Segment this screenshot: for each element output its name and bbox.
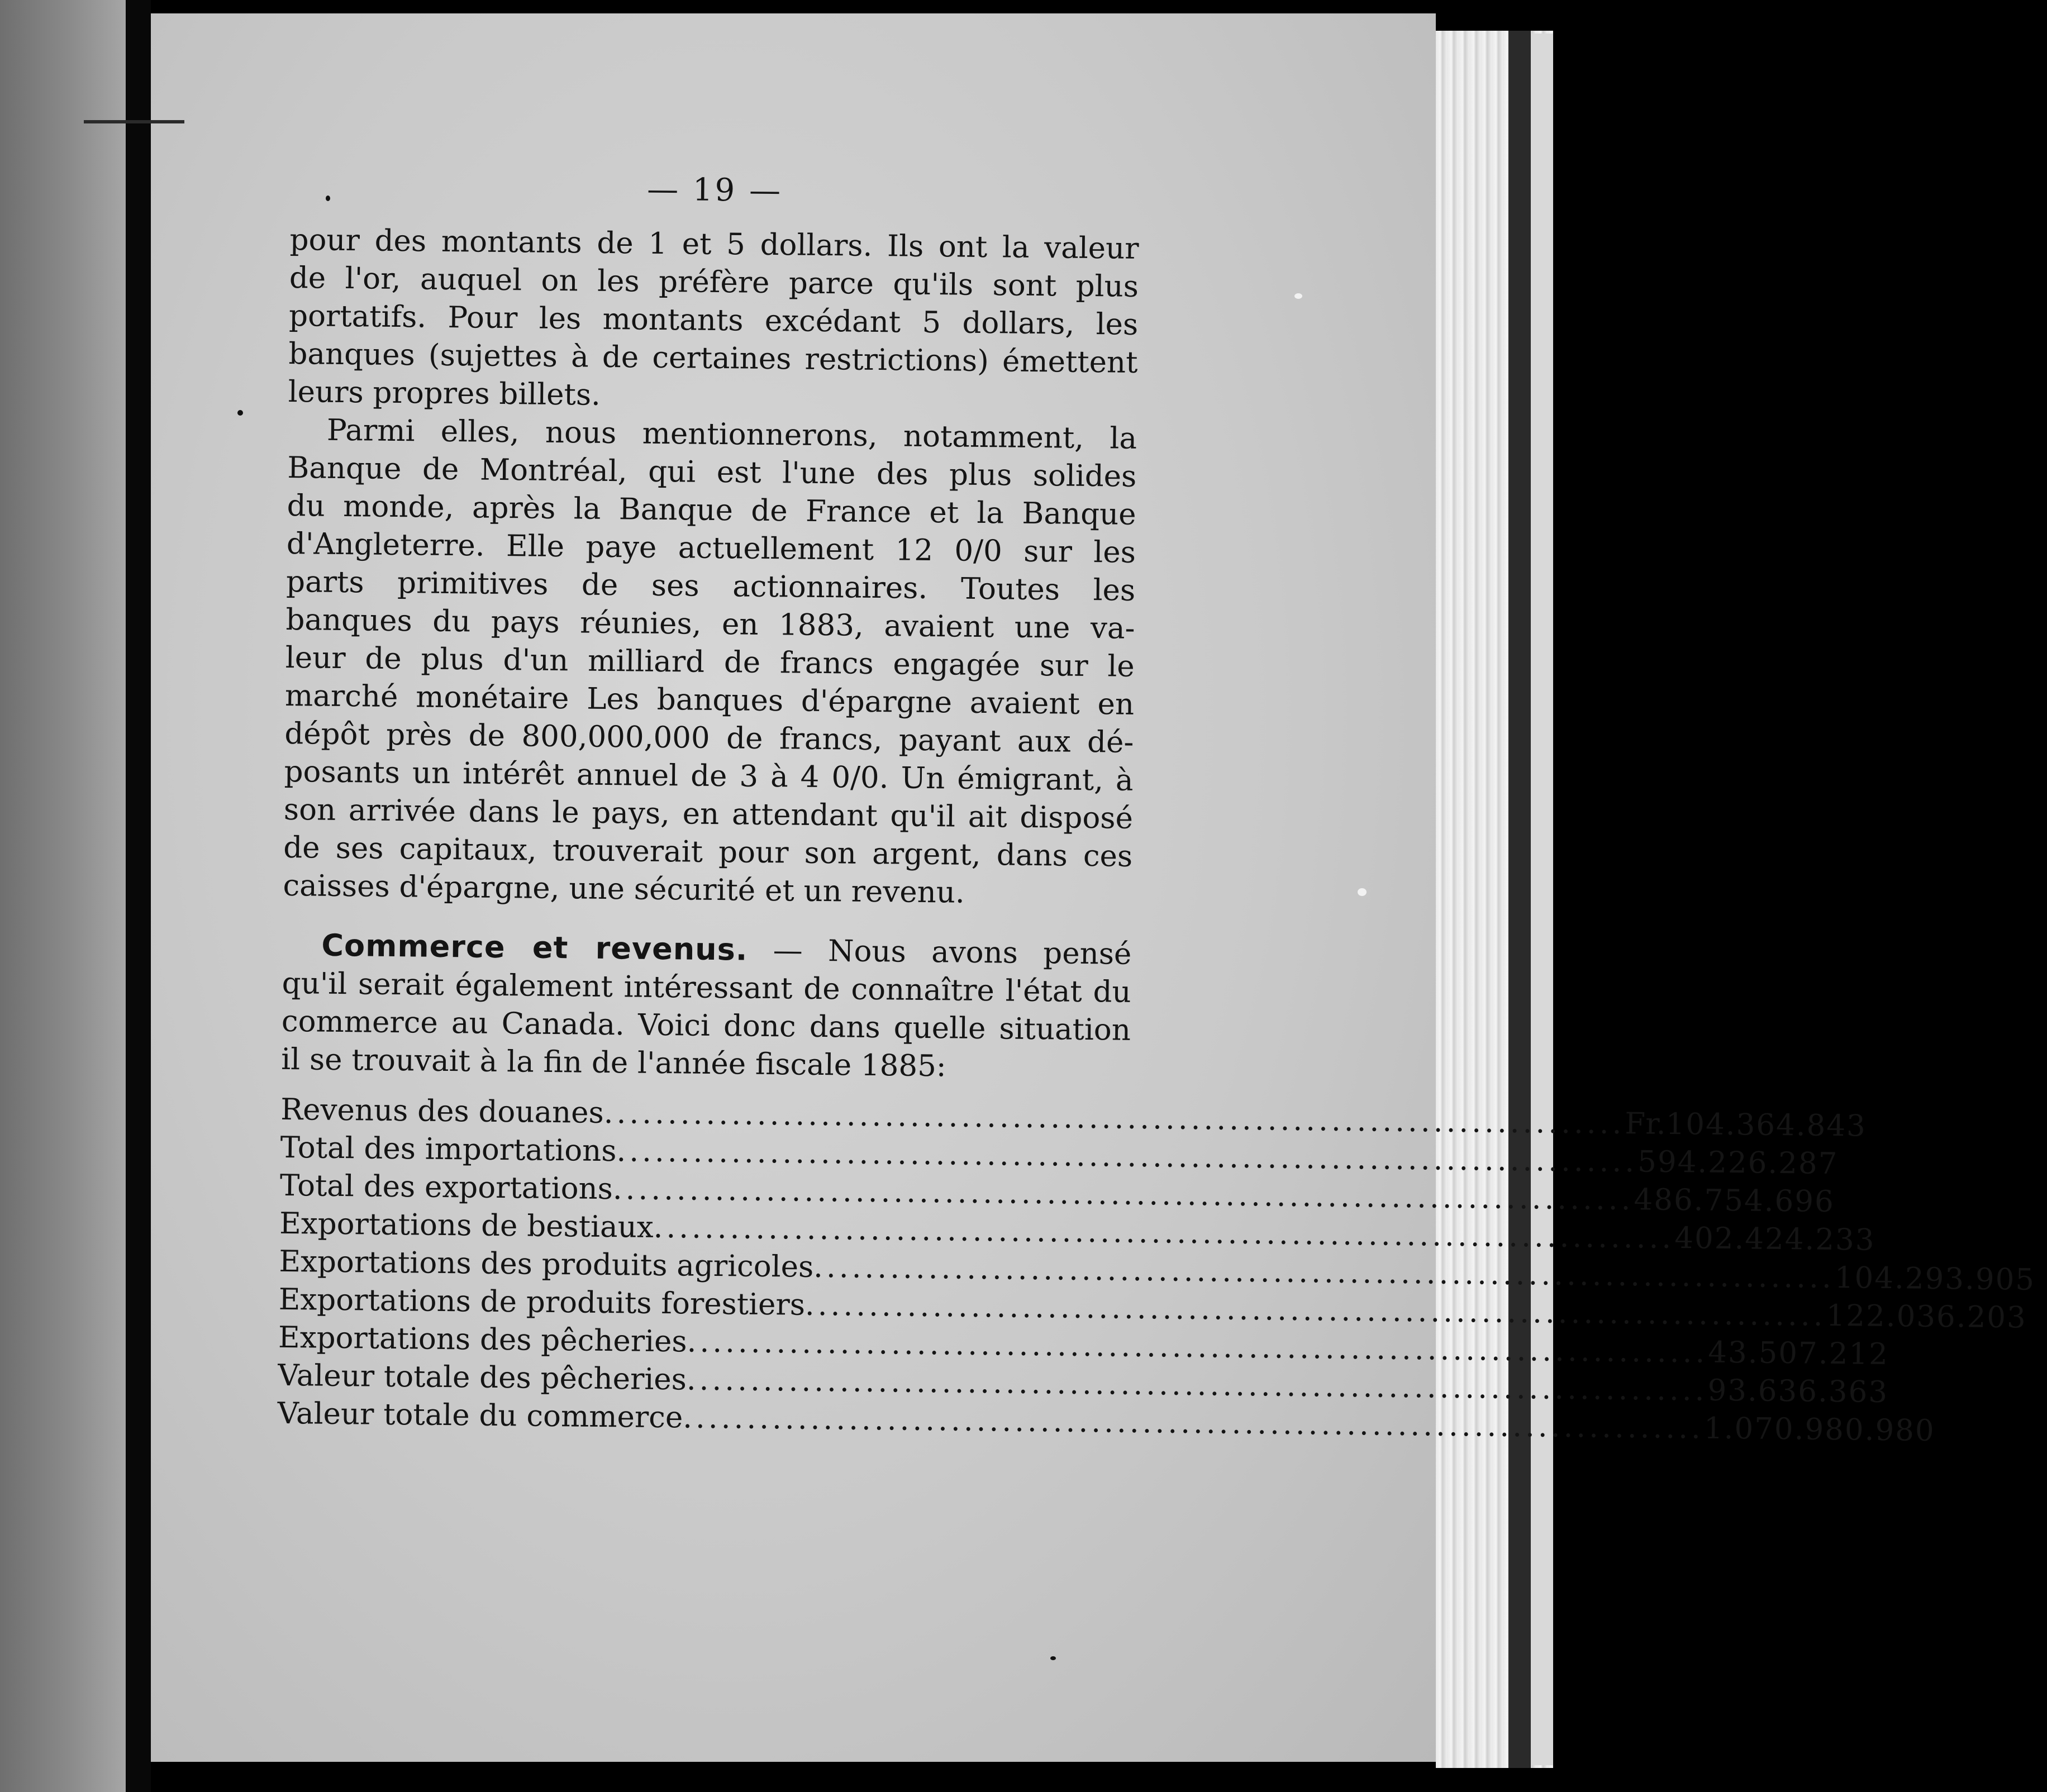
text-line: leur de plus d'un milliard de francs engagée sur le	[285, 640, 1135, 684]
text-line: commerce au Canada. Voici donc dans quelle situation	[281, 1004, 1131, 1047]
row-value: 486.754.696	[1634, 1183, 1835, 1219]
commerce-table	[277, 1091, 2036, 1448]
row-value: 104.293.905	[1834, 1261, 2036, 1297]
page-number: — 19 —	[646, 171, 783, 209]
text-line: posants un intérêt annuel de 3 à 4 0/0. Un émigrant, à	[284, 754, 1134, 798]
section-heading: Commerce et revenus.	[321, 927, 748, 968]
dot-leader: ................................................................................	[653, 1210, 1675, 1256]
text-line: qu'il serait également intéressant de connaître l'état du	[282, 966, 1131, 1009]
section-intro: — Nous avons pensé	[748, 933, 1132, 971]
text-line: banques (sujettes à de certaines restrictions) émettent	[288, 336, 1138, 380]
dot-leader: ................................................................................	[612, 1172, 1634, 1217]
row-value: 1.070.980.980	[1703, 1411, 1936, 1448]
text-line: parts primitives de ses actionnaires. Toutes les	[285, 564, 1136, 608]
row-label: Exportations des pêcheries	[278, 1320, 688, 1359]
gutter-shadow	[126, 0, 151, 1792]
scan-speck	[1358, 888, 1367, 896]
paragraph-2	[283, 411, 1137, 914]
commerce-section	[281, 926, 1132, 1088]
row-label: Valeur totale des pêcheries	[278, 1358, 687, 1397]
dot-leader: ................................................................................	[687, 1324, 1708, 1370]
row-label: Total des importations	[280, 1130, 617, 1169]
text-line: dépôt près de 800,000,000 de francs, payant aux dé-	[284, 716, 1134, 760]
scan-speck	[1294, 293, 1302, 299]
text-line: il se trouvait à la fin de l'année fiscale 1885:	[280, 1042, 947, 1084]
row-label: Total des exportations	[279, 1168, 613, 1207]
row-value: 594.226.287	[1637, 1145, 1839, 1181]
text-line: de l'or, auquel on les préfère parce qu'ils sont plus	[289, 260, 1139, 304]
page-text	[277, 168, 2036, 1448]
dot-leader: ................................................................................	[603, 1095, 1625, 1141]
text-line: d'Angleterre. Elle paye actuellement 12 0/0 sur les	[286, 526, 1136, 570]
outer-edge	[1531, 34, 1553, 1765]
text-line: banques du pays réunies, en 1883, avaient une va-	[285, 602, 1135, 646]
scan-mark	[84, 120, 184, 123]
row-label: Exportations des produits agricoles	[279, 1244, 814, 1284]
text-line: son arrivée dans le pays, en attendant qu'il ait disposé	[283, 792, 1134, 836]
row-value: 93.636.363	[1707, 1373, 1889, 1410]
dot-leader: ................................................................................	[686, 1362, 1708, 1408]
row-label: Valeur totale du commerce	[277, 1396, 683, 1435]
row-label: Exportations de produits forestiers	[278, 1282, 806, 1322]
dot-leader: ................................................................................	[682, 1400, 1705, 1446]
text-line: Banque de Montréal, qui est l'une des plus solides	[287, 450, 1137, 494]
row-label: Revenus des douanes	[280, 1092, 604, 1130]
dot-leader: ................................................................................	[813, 1250, 1835, 1295]
row-label: Exportations de bestiaux	[279, 1206, 654, 1245]
text-line: marché monétaire Les banques d'épargne avaient en	[284, 678, 1135, 722]
dot-leader: ................................................................................	[616, 1134, 1638, 1179]
row-value: 43.507.212	[1708, 1335, 1889, 1372]
text-line: de ses capitaux, trouverait pour son argent, dans ces	[283, 830, 1133, 874]
text-line: Parmi elles, nous mentionnerons, notamment, la	[326, 413, 1137, 456]
scan-speck	[237, 410, 243, 416]
scan-speck	[1050, 1656, 1056, 1660]
currency-unit: Fr.	[1625, 1107, 1666, 1141]
row-value: 402.424.233	[1674, 1221, 1875, 1257]
text-line: pour des montants de 1 et 5 dollars. Ils ont la valeur	[289, 222, 1139, 266]
row-value: 104.364.843	[1665, 1107, 1867, 1143]
paragraph-1	[288, 221, 1139, 420]
facing-page	[0, 0, 126, 1792]
dot-leader: ................................................................................	[804, 1288, 1826, 1333]
cover-edge	[1508, 31, 1531, 1768]
row-value: 122.036.203	[1826, 1298, 2027, 1335]
text-line: leurs propres billets.	[288, 374, 601, 412]
text-line: caisses d'épargne, une sécurité et un revenu.	[283, 868, 965, 910]
text-line: portatifs. Pour les montants excédant 5 dollars, les	[288, 298, 1139, 342]
text-line: du monde, après la Banque de France et la Banque	[287, 488, 1136, 532]
